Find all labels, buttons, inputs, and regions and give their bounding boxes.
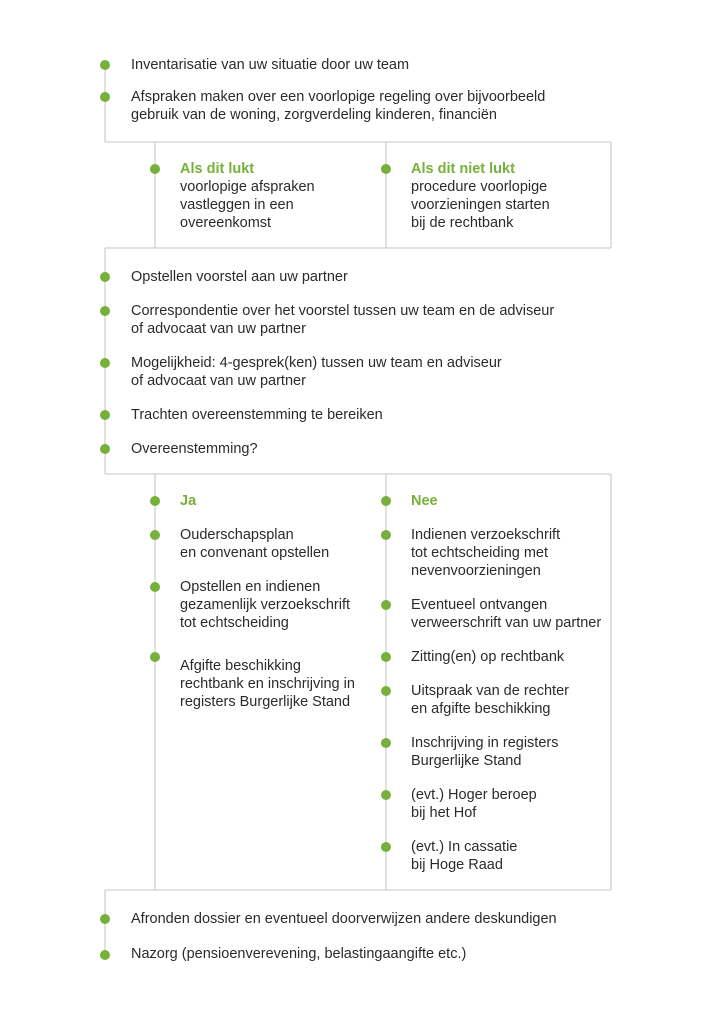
bullet-dot-icon [150, 582, 160, 592]
bullet-dot-icon [100, 950, 110, 960]
yes-item: Opstellen en indienen gezamenlijk verzoekschrift tot echtscheiding [180, 579, 351, 631]
bullet-dot-icon [100, 410, 110, 420]
step-agreement-question: Overeenstemming? [131, 441, 258, 457]
bullet-dot-icon [100, 358, 110, 368]
no-item: Eventueel ontvangen verweerschrift van uw partner [411, 597, 602, 631]
bullet-dot-icon [381, 790, 391, 800]
bullet-dot-icon [381, 164, 391, 174]
step-interim-arrangements: Afspraken maken over een voorlopige regeling over bijvoorbeeld gebruik van de woning, zorgverdeling kinderen, financiën [131, 89, 546, 123]
branch-failure-heading: Als dit niet lukt [411, 161, 515, 177]
no-item: Zitting(en) op rechtbank [411, 649, 565, 665]
bullet-dot-icon [381, 652, 391, 662]
step-four-way-meeting: Mogelijkheid: 4-gesprek(ken) tussen uw team en adviseur of advocaat van uw partner [131, 355, 502, 389]
bullet-dot-icon [150, 530, 160, 540]
no-item: Inschrijving in registers Burgerlijke Stand [411, 735, 559, 769]
bullet-dot-icon [100, 272, 110, 282]
bullet-dot-icon [381, 530, 391, 540]
no-item: (evt.) Hoger beroep bij het Hof [411, 787, 537, 821]
branch-yes-heading: Ja [180, 493, 197, 509]
step-correspondence: Correspondentie over het voorstel tussen uw team en de adviseur of advocaat van uw partner [131, 303, 555, 337]
bullet-dot-icon [150, 496, 160, 506]
branch-failure-text: procedure voorlopige voorzieningen starten bij de rechtbank [411, 179, 550, 231]
no-item: Uitspraak van de rechter en afgifte beschikking [411, 683, 569, 717]
yes-item: Ouderschapsplan en convenant opstellen [180, 527, 330, 561]
bullet-dot-icon [381, 600, 391, 610]
yes-item: Afgifte beschikking rechtbank en inschrijving in registers Burgerlijke Stand [180, 658, 355, 710]
step-finalize-dossier: Afronden dossier en eventueel doorverwijzen andere deskundigen [131, 911, 557, 927]
bullet-dot-icon [100, 60, 110, 70]
bullet-dot-icon [100, 914, 110, 924]
bullet-dot-icon [381, 496, 391, 506]
step-seek-agreement: Trachten overeenstemming te bereiken [131, 407, 383, 423]
bullet-dot-icon [381, 686, 391, 696]
step-proposal: Opstellen voorstel aan uw partner [131, 269, 348, 285]
bullet-dot-icon [381, 842, 391, 852]
bullet-dot-icon [150, 652, 160, 662]
bullet-dot-icon [381, 738, 391, 748]
no-item: Indienen verzoekschrift tot echtscheiding met nevenvoorzieningen [411, 527, 561, 579]
branch-success-text: voorlopige afspraken vastleggen in een overeenkomst [180, 179, 315, 231]
step-inventory: Inventarisatie van uw situatie door uw team [131, 57, 410, 73]
branch-no-heading: Nee [411, 493, 438, 509]
bullet-dot-icon [150, 164, 160, 174]
bullet-dot-icon [100, 92, 110, 102]
bullet-dot-icon [100, 306, 110, 316]
branch-success-heading: Als dit lukt [180, 161, 255, 177]
no-item: (evt.) In cassatie bij Hoge Raad [411, 839, 518, 873]
bullet-dot-icon [100, 444, 110, 454]
step-aftercare: Nazorg (pensioenverevening, belastingaangifte etc.) [131, 946, 467, 962]
